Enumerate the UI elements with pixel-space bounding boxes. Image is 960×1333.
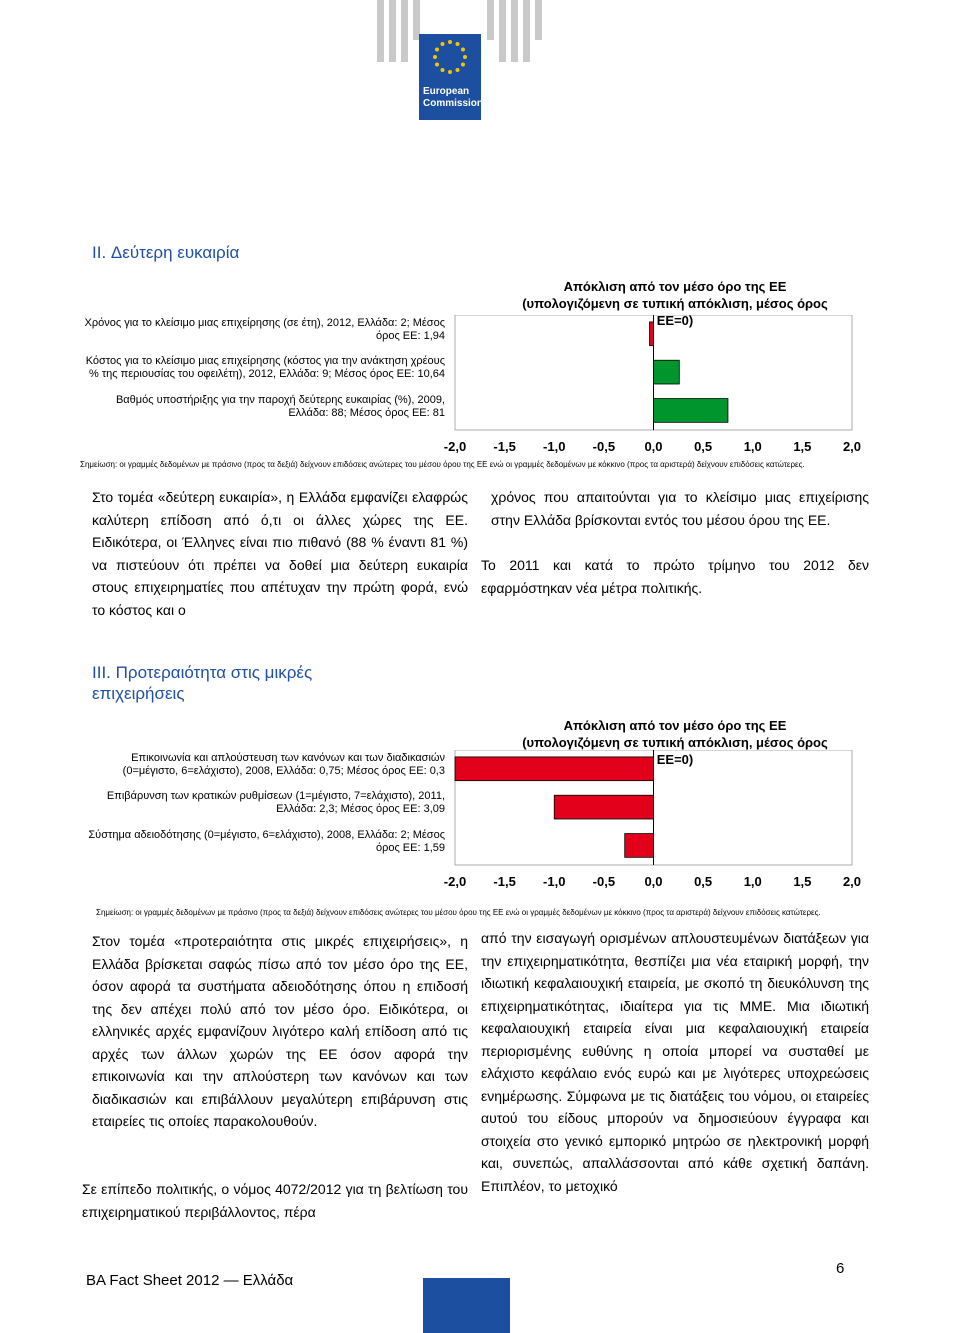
- european-commission-logo: [367, 0, 553, 120]
- chart1-title-line2: (υπολογιζόμενη σε τυπική απόκλιση, μέσος όρος ΕΕ=0): [522, 296, 828, 328]
- chart2-category-label-1: [80, 752, 445, 778]
- chart2-category-label-3: [80, 829, 445, 855]
- chart1-x-tick-label: -1,5: [493, 439, 516, 454]
- eu-star-icon: [461, 63, 465, 67]
- chart1-x-tick-label: 2,0: [842, 439, 862, 454]
- chart1-x-tick-label: -0,5: [592, 439, 616, 454]
- page-number: 6: [836, 1260, 845, 1277]
- eu-star-icon: [448, 40, 452, 44]
- chart1-category-label-2-line-2: % της περιουσίας του οφειλέτη), 2012, Ελλάδα: 9; Μέσος όρος ΕΕ: 10,64: [89, 368, 445, 381]
- chart2-category-label-1-line-2: (0=μέγιστο, 6=ελάχιστο), 2008, Ελλάδα: 0,75; Μέσος όρος ΕΕ: 0,3: [122, 765, 445, 777]
- chart1-category-label-2-line-1: Κόστος για το κλείσιμο μιας επιχείρησης (κόστος για την ανάκτηση χρέους: [85, 355, 445, 368]
- logo-text-line2: Commission: [423, 98, 484, 109]
- eu-star-icon: [441, 68, 445, 72]
- eu-star-icon: [435, 48, 439, 52]
- chart1-category-label-3-line-2: Ελλάδα: 88; Μέσος όρος ΕΕ: 81: [288, 406, 445, 419]
- chart2-bar-3: [625, 834, 654, 858]
- chart2-x-tick-label: -1,0: [543, 874, 566, 889]
- chart1-category-label-2: [80, 355, 445, 381]
- chart1-x-tick-label: -1,0: [543, 439, 566, 454]
- chart1-title-line1: Απόκλιση από τον μέσο όρο της ΕΕ: [563, 279, 787, 294]
- chart2-category-label-3-line-2: όρος ΕΕ: 1,59: [375, 841, 445, 854]
- logo-text-line1: European: [423, 86, 470, 97]
- section-title-second-chance: II. Δεύτερη ευκαιρία: [92, 243, 240, 262]
- section3-title-line2: επιχειρήσεις: [92, 684, 185, 703]
- chart2-bar-2: [554, 795, 653, 819]
- chart2-x-tick-label: 0,0: [644, 874, 663, 889]
- eu-star-icon: [448, 70, 452, 74]
- s2-right-paragraph-2: Το 2011 και κατά το πρώτο τρίμηνο του 2012 δεν εφαρμόστηκαν νέα μέτρα πολιτικής.: [481, 557, 869, 596]
- eu-flag-icon: [419, 34, 481, 80]
- chart1-category-label-3: [80, 394, 445, 420]
- chart1-x-tick-label: 1,5: [793, 439, 812, 454]
- chart2-category-label-2: [80, 790, 445, 816]
- footer-blue-box: [423, 1278, 510, 1333]
- chart2-x-tick-label: 0,5: [694, 874, 713, 889]
- chart1-category-label-3-line-1: Βαθμός υποστήριξης για την παροχή δεύτερης ευκαιρίας (%), 2009,: [115, 393, 445, 406]
- chart1-x-tick-label: 0,5: [694, 439, 713, 454]
- eu-star-icon: [456, 42, 460, 46]
- chart2-title-line1: Απόκλιση από τον μέσο όρο της ΕΕ: [563, 718, 787, 733]
- chart1-category-label-1-line-1: Χρόνος για το κλείσιμο μιας επιχείρησης (σε έτη), 2012, Ελλάδα: 2; Μέσος: [84, 317, 445, 329]
- chart2-x-tick-label: 2,0: [842, 874, 862, 889]
- chart2-bar-1: [455, 757, 654, 781]
- chart1: [80, 315, 880, 465]
- chart2-x-tick-label: 1,0: [743, 874, 762, 889]
- chart1-bar-3: [654, 399, 728, 423]
- eu-star-icon: [435, 63, 439, 67]
- chart2-note: Σημείωση: οι γραμμές δεδομένων με πράσινο (προς τα δεξιά) δείχνουν επιδόσεις ανώτερες του μέσου όρου της ΕΕ ενώ οι γραμμές δεδομένων με κόκκινο (προς τα αριστερά) δείχνουν επιδόσεις κατώτερες.: [96, 908, 821, 917]
- eu-star-icon: [456, 68, 460, 72]
- chart1-category-label-1: [80, 317, 445, 343]
- chart2-x-tick-label: 1,5: [793, 874, 812, 889]
- chart1-x-tick-label: 1,0: [743, 439, 762, 454]
- chart2-category-label-1-line-1: Επικοινωνία και απλούστευση των κανόνων και των διαδικασιών: [131, 752, 445, 764]
- chart2-category-label-2-line-2: Ελλάδα: 2,3; Μέσος όρος ΕΕ: 3,09: [276, 803, 445, 816]
- s3-left-paragraph-1: Στον τομέα «προτεραιότητα στις μικρές επιχειρήσεις», η Ελλάδα βρίσκεται σαφώς πίσω από τον μέσο όρο της ΕΕ, όσον αφορά τα συστήματα αδειοδότησης όπου η επιδοσή της δεν απέχει πολύ από τον μέσο όρο. Ειδικότερα, οι ελληνικές αρχές εμφανίζουν λιγότερο καλή επίδοση από τις αρχές των άλλων χωρών της ΕΕ όσον αφορά την επικοινωνία και την απλούστερη των κανόνων και των διαδικασιών και επιβάλλουν μεγαλύτερη επιβάρυνση στις εταιρείες τις οποίες παρακολουθούν.: [92, 933, 468, 1129]
- eu-star-icon: [433, 55, 437, 59]
- chart2-category-label-2-line-1: Επιβάρυνση των κρατικών ρυθμίσεων (1=μέγιστο, 7=ελάχιστο), 2011,: [106, 790, 445, 803]
- chart2-x-tick-label: -1,5: [493, 874, 516, 889]
- s3-left-paragraph-2: Σε επίπεδο πολιτικής, ο νόμος 4072/2012 για τη βελτίωση του επιχειρηματικού περιβάλλοντος, πέρα: [82, 1181, 468, 1220]
- eu-star-icon: [461, 48, 465, 52]
- chart1-x-tick-label: -2,0: [443, 439, 467, 454]
- section-title-small-business: [92, 662, 312, 704]
- chart1-x-tick-label: 0,0: [644, 439, 663, 454]
- chart2-x-tick-label: -0,5: [592, 874, 616, 889]
- section3-title-line1: III. Προτεραιότητα στις μικρές: [92, 663, 313, 682]
- chart1-category-label-1-line-2: όρος ΕΕ: 1,94: [375, 330, 445, 342]
- s2-right-paragraph-1: χρόνος που απαιτούνται για το κλείσιμο μιας επιχείρισης στην Ελλάδα βρίσκονται εντός του μέσου όρου της ΕΕ.: [491, 489, 869, 528]
- chart2-x-tick-label: -2,0: [443, 874, 467, 889]
- commission-label: [419, 80, 484, 120]
- chart1-note: Σημείωση: οι γραμμές δεδομένων με πράσινο (προς τα δεξιά) δείχνουν επιδόσεις ανώτερες του μέσου όρου της ΕΕ ενώ οι γραμμές δεδομένων με κόκκινο (προς τα αριστερά) δείχνουν επιδόσεις κατώτερες.: [80, 460, 805, 469]
- chart2-title-line2: (υπολογιζόμενη σε τυπική απόκλιση, μέσος όρος ΕΕ=0): [522, 735, 828, 767]
- chart1-bar-1: [650, 322, 654, 346]
- chart2-category-label-3-line-1: Σύστημα αδειοδότησης (0=μέγιστο, 6=ελάχιστο), 2008, Ελλάδα: 2; Μέσος: [88, 828, 445, 841]
- s2-left-paragraph: Στο τομέα «δεύτερη ευκαιρία», η Ελλάδα εμφανίζει ελαφρώς καλύτερη επίδοση από ό,τι οι άλλες χώρες της ΕΕ. Ειδικότερα, οι Έλληνες είναι πιο πιθανό (88 % έναντι 81 %) να πιστεύουν ότι πρέπει να δοθεί μια δεύτερη ευκαιρία στους επιχειρηματίες που απέτυχαν την πρώτη φορά, ενώ το κόστος και ο: [92, 489, 468, 618]
- chart1-bar-2: [654, 360, 680, 384]
- footer-label: BA Fact Sheet 2012 — Ελλάδα: [86, 1272, 294, 1289]
- eu-star-icon: [441, 42, 445, 46]
- eu-star-icon: [463, 55, 467, 59]
- chart2: [80, 750, 880, 900]
- s3-right-paragraph: από την εισαγωγή ορισμένων απλουστευμένων διατάξεων για την επιχειρηματικότητα, θεσπίζει μια νέα εταιρική μορφή, την ιδιωτική κεφαλαιουχική εταιρεία, με σκοπό τη διευκόλυνση της επιχειρηματικότητας, ιδιαίτερα για τις ΜΜΕ. Μια ιδιωτική κεφαλαιουχική εταιρεία είναι μια κεφαλαιουχική εταιρεία περιορισμένης ευθύνης η οποία μπορεί να συσταθεί με ελάχιστο κεφάλαιο ενός ευρώ και με λιγότερες υποχρεώσεις ενημέρωσης. Σύμφωνα με τις διατάξεις του νόμου, οι εταιρείες αυτού του είδους μπορούν να δημοσιεύουν έγγραφα και στοιχεία στο γενικό εμπορικό μητρώο σε ηλεκτρονική μορφή και, συνεπώς, απαλλάσσονται από κάθε σχετική δαπάνη. Επιπλέον, το μετοχικό: [481, 930, 869, 1194]
